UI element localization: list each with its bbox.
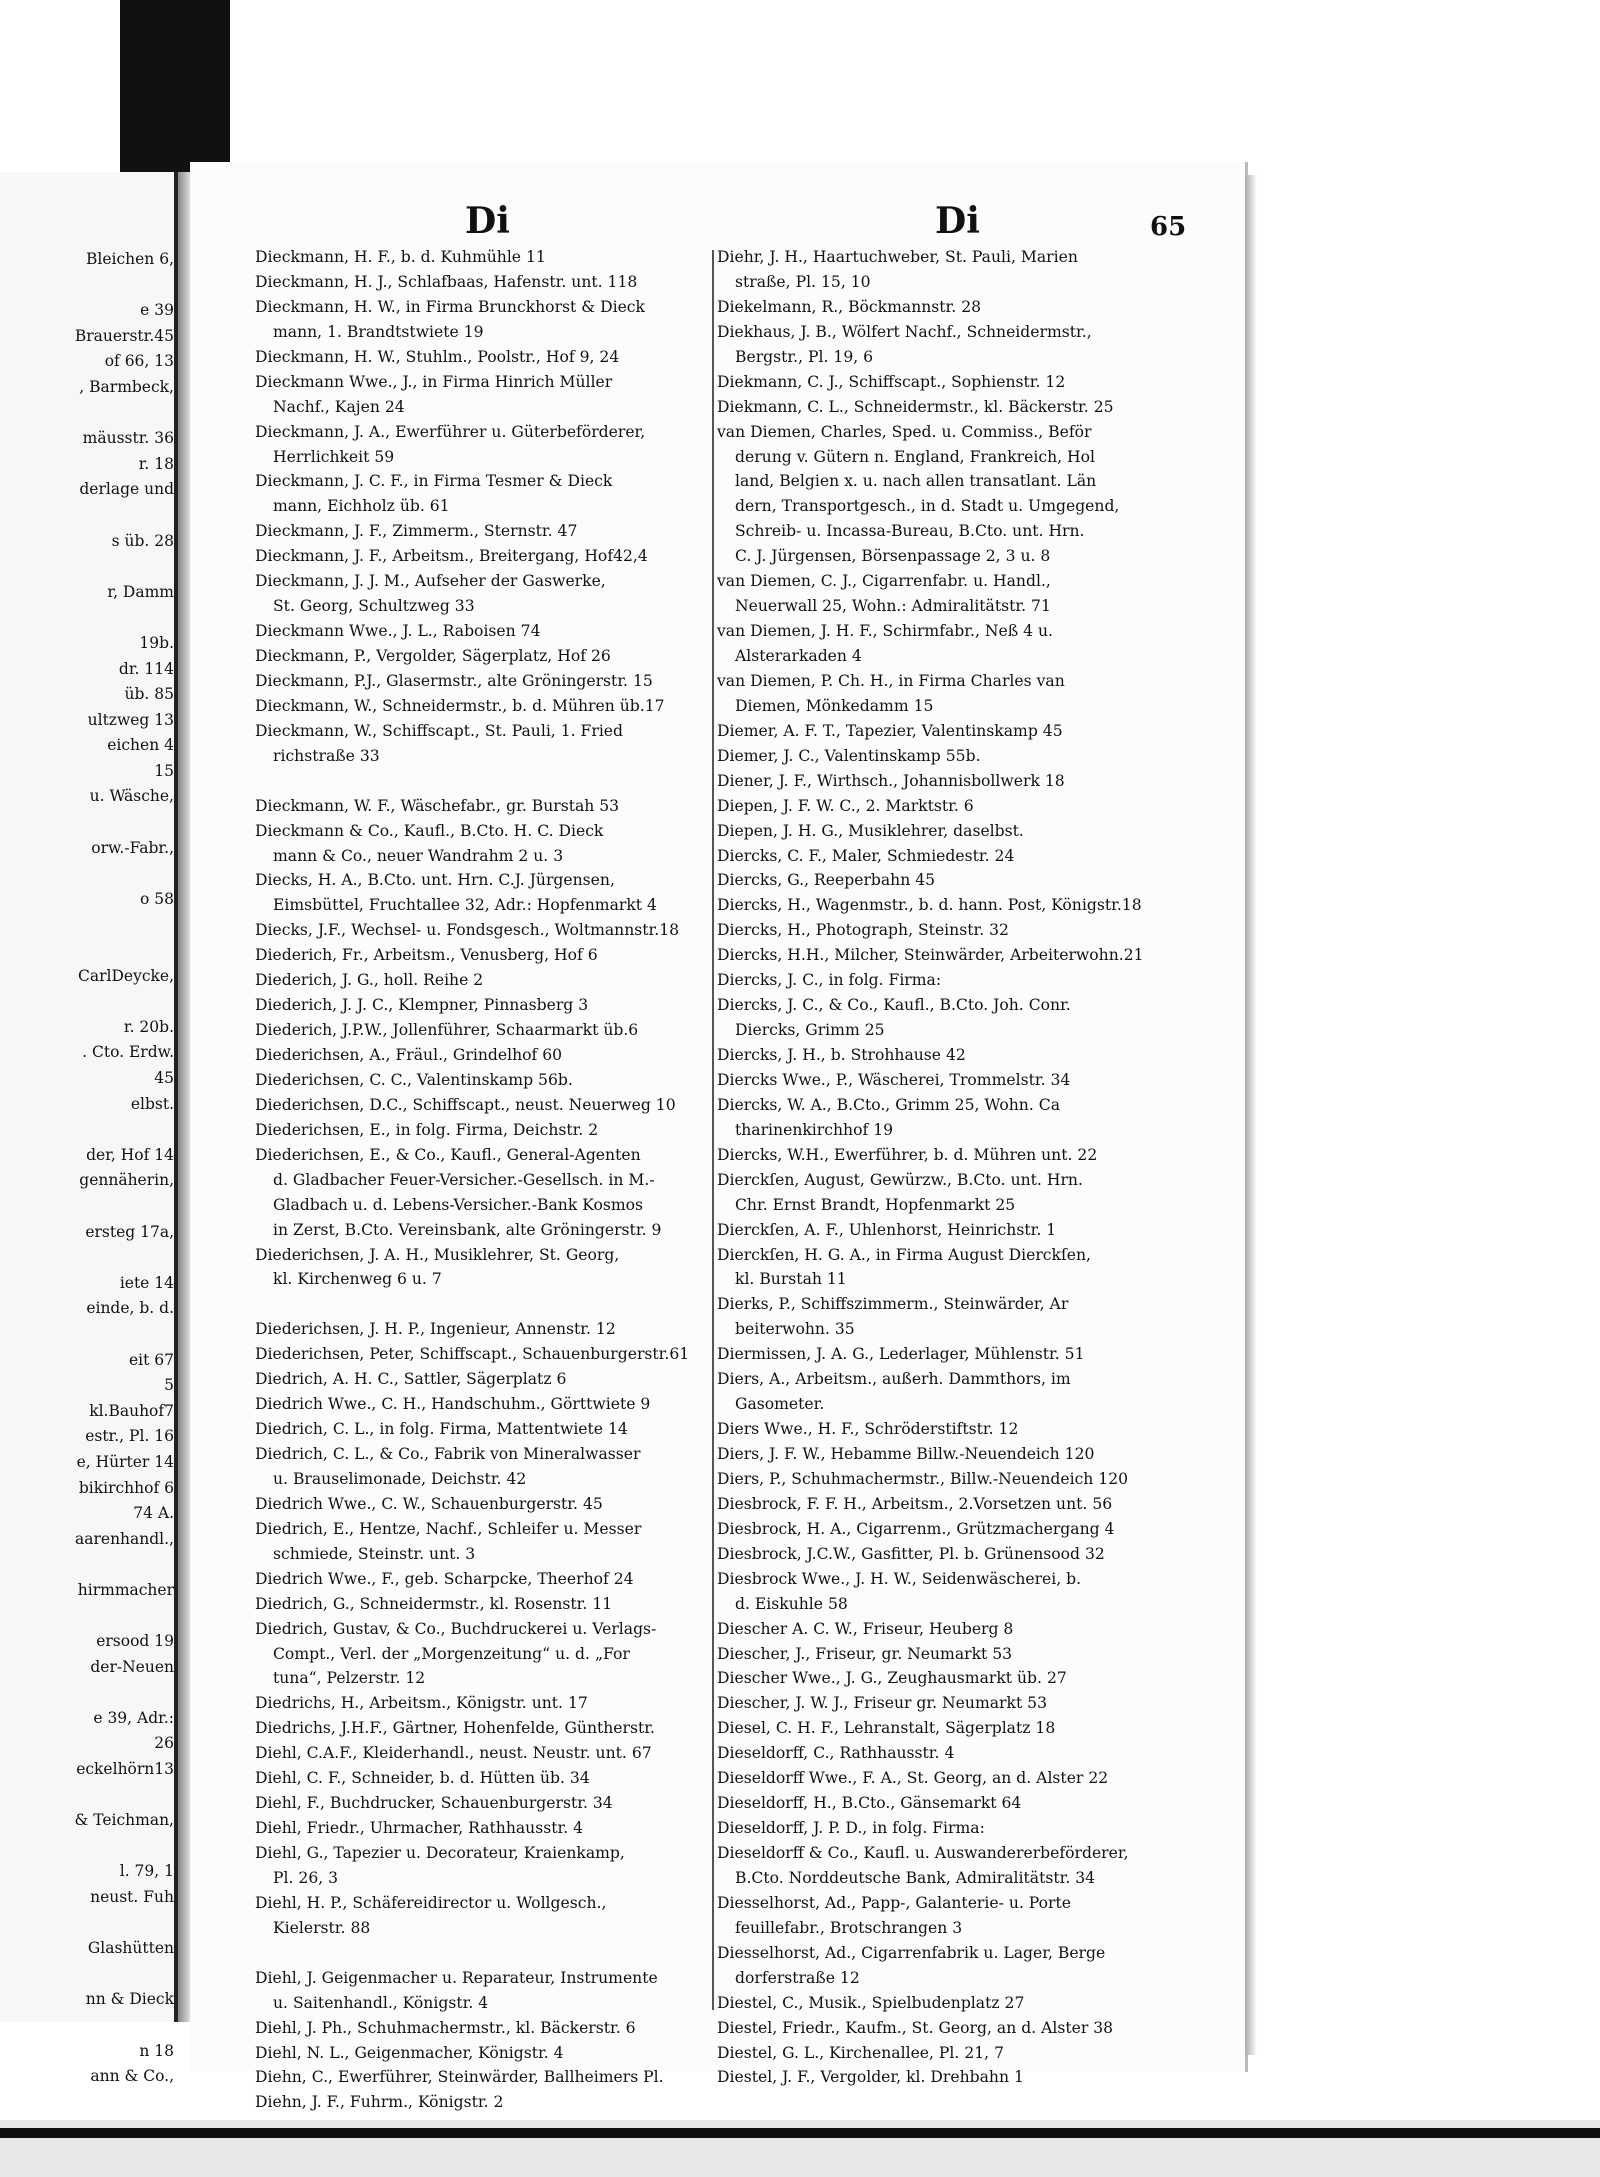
directory-entry: Diehl, G., Tapezier u. Decorateur, Kraienkamp, xyxy=(255,1844,625,1862)
directory-entry: van Diemen, C. J., Cigarrenfabr. u. Handl., xyxy=(717,572,1051,591)
directory-entry: Neuerwall 25, Wohn.: Admiralitätstr. 71 xyxy=(735,597,1051,616)
directory-entry: Diederichsen, Peter, Schiffscapt., Schauenburgerstr.61 xyxy=(255,1345,690,1364)
fragment-line: gennäherin, xyxy=(79,1171,174,1190)
directory-entry: Diercks, J. H., b. Strohhause 42 xyxy=(717,1046,966,1064)
fragment-line: . Cto. Erdw. xyxy=(82,1043,174,1062)
directory-entry: Diehl, Friedr., Uhrmacher, Rathhausstr. 4 xyxy=(255,1819,584,1838)
directory-entry: Diehl, C.A.F., Kleiderhandl., neust. Neustr. unt. 67 xyxy=(255,1744,652,1763)
directory-entry: C. J. Jürgensen, Börsenpassage 2, 3 u. 8 xyxy=(735,547,1051,566)
fragment-line: eichen 4 xyxy=(107,736,174,755)
fragment-line xyxy=(2,2013,174,2039)
directory-entry: Diecks, H. A., B.Cto. unt. Hrn. C.J. Jürgensen, xyxy=(255,871,615,890)
directory-entry: Diederichsen, A., Fräul., Grindelhof 60 xyxy=(255,1046,563,1064)
directory-entry: in Zerst, B.Cto. Vereinsbank, alte Gröningerstr. 9 xyxy=(273,1220,662,1239)
directory-entry: Diercks, W.H., Ewerführer, b. d. Mühren unt. 22 xyxy=(717,1145,1098,1164)
fragment-line: Bleichen 6, xyxy=(85,250,174,268)
directory-entry: Dieckmann & Co., Kaufl., B.Cto. H. C. Dieck xyxy=(255,821,604,840)
directory-entry: Dieckmann, J. F., Zimmerm., Sternstr. 47 xyxy=(255,522,578,541)
directory-entry: Diescher A. C. W., Friseur, Heuberg 8 xyxy=(717,1619,1014,1638)
directory-entry: tharinenkirchhof 19 xyxy=(735,1120,894,1139)
directory-entry: Eimsbüttel, Fruchtallee 32, Adr.: Hopfenmarkt 4 xyxy=(273,896,657,915)
bookmark-ribbon xyxy=(120,0,230,175)
directory-entry: Diederich, J.P.W., Jollenführer, Schaarmarkt üb.6 xyxy=(255,1021,639,1040)
fragment-line xyxy=(2,810,174,836)
directory-entry: Diesbrock Wwe., J. H. W., Seidenwäscherei, b. xyxy=(717,1569,1082,1588)
directory-entry: Diehl, J. Geigenmacher u. Reparateur, Instrumente xyxy=(255,1968,658,1987)
directory-entry: Diesbrock, F. F. H., Arbeitsm., 2.Vorsetzen unt. 56 xyxy=(717,1494,1113,1513)
directory-entry: kl. Kirchenweg 6 u. 7 xyxy=(273,1270,442,1289)
directory-entry: u. Brauselimonade, Deichstr. 42 xyxy=(273,1469,527,1488)
directory-entry: Diehr, J. H., Haartuchweber, St. Pauli, Marien xyxy=(717,248,1078,266)
directory-entry: Gladbach u. d. Lebens-Versicher.-Bank Kosmos xyxy=(273,1195,644,1214)
fragment-line: üb. 85 xyxy=(124,685,174,704)
directory-entry: Dieckmann, H. W., in Firma Brunckhorst & Dieck xyxy=(255,297,645,316)
fragment-line: kl.Bauhof7 xyxy=(89,1401,174,1420)
directory-entry: Diedrich, G., Schneidermstr., kl. Rosenstr. 11 xyxy=(255,1594,613,1613)
directory-entry: d. Gladbacher Feuer-Versicher.-Gesellsch. in M.- xyxy=(273,1170,655,1189)
directory-entry: Diescher Wwe., J. G., Zeughausmarkt üb. 27 xyxy=(717,1669,1067,1688)
directory-entry: feuillefabr., Brotschrangen 3 xyxy=(735,1918,963,1937)
header-right: Di xyxy=(935,200,980,242)
fragment-line xyxy=(2,1552,174,1578)
directory-entry: Diescher, J., Friseur, gr. Neumarkt 53 xyxy=(717,1644,1013,1663)
page-shadow xyxy=(1245,175,1257,2055)
directory-entry: Diercks, H.H., Milcher, Steinwärder, Arbeiterwohn.21 xyxy=(717,946,1144,965)
fragment-line: r, Damm xyxy=(107,582,174,601)
fragment-line: e, Hürter 14 xyxy=(76,1452,174,1471)
directory-entry: Diederichsen, C. C., Valentinskamp 56b. xyxy=(255,1070,573,1089)
directory-entry xyxy=(255,1292,717,1317)
directory-entry: Diesbrock, J.C.W., Gasfitter, Pl. b. Grünensood 32 xyxy=(717,1544,1105,1563)
fragment-line xyxy=(2,1117,174,1143)
directory-entry: Diedrich, C. L., & Co., Fabrik von Mineralwasser xyxy=(255,1445,641,1463)
directory-entry: Dieckmann, P.J., Glasermstr., alte Gröningerstr. 15 xyxy=(255,671,653,690)
fragment-line xyxy=(2,1834,174,1860)
directory-entry: Dieseldorff, J. P. D., in folg. Firma: xyxy=(717,1819,985,1838)
directory-entry: St. Georg, Schultzweg 33 xyxy=(273,597,475,616)
directory-entry: Dieseldorff Wwe., F. A., St. Georg, an d. Alster 22 xyxy=(717,1769,1109,1788)
column-right xyxy=(717,245,1179,2090)
directory-entry: mann, Eichholz üb. 61 xyxy=(273,497,450,516)
directory-entry: Nachf., Kajen 24 xyxy=(273,397,405,416)
fragment-line xyxy=(2,1911,174,1937)
directory-entry: Dieseldorff, C., Rathhausstr. 4 xyxy=(717,1744,955,1763)
fragment-line: aarenhandl., xyxy=(75,1529,174,1548)
fragment-line: ersteg 17a, xyxy=(85,1222,174,1241)
directory-entry: Diedrichs, H., Arbeitsm., Königstr. unt. 17 xyxy=(255,1694,588,1713)
fragment-line xyxy=(2,989,174,1015)
fragment-line: estr., Pl. 16 xyxy=(85,1427,174,1446)
fragment-line: mäusstr. 36 xyxy=(82,429,174,448)
directory-entry: Diemer, A. F. T., Tapezier, Valentinskamp 45 xyxy=(717,721,1063,740)
directory-entry: dern, Transportgesch., in d. Stadt u. Umgegend, xyxy=(735,497,1120,516)
directory-entry: Diercks, H., Photograph, Steinstr. 32 xyxy=(717,921,1009,940)
directory-entry: Diedrich Wwe., C. W., Schauenburgerstr. 45 xyxy=(255,1494,603,1513)
directory-entry: Diesel, C. H. F., Lehranstalt, Sägerplatz 18 xyxy=(717,1719,1056,1738)
directory-entry: Gasometer. xyxy=(735,1395,825,1414)
fragment-line xyxy=(2,605,174,631)
directory-entry: d. Eiskuhle 58 xyxy=(735,1594,848,1613)
fragment-line xyxy=(2,1194,174,1220)
bottom-band xyxy=(0,2120,1600,2177)
fragment-line: 74 A. xyxy=(133,1504,174,1523)
directory-entry: Dieckmann, W., Schneidermstr., b. d. Mühren üb.17 xyxy=(255,696,665,715)
directory-entry: van Diemen, J. H. F., Schirmfabr., Neß 4 u. xyxy=(717,622,1053,641)
fragment-line: elbst. xyxy=(130,1094,174,1113)
directory-entry: tuna“, Pelzerstr. 12 xyxy=(273,1669,426,1688)
directory-entry: Diederichsen, J. A. H., Musiklehrer, St. Georg, xyxy=(255,1245,620,1264)
fragment-line: Glashütten xyxy=(87,1939,174,1958)
fragment-line xyxy=(2,1322,174,1348)
directory-entry: Diepen, J. H. G., Musiklehrer, daselbst. xyxy=(717,821,1024,840)
directory-entry: Diestel, G. L., Kirchenallee, Pl. 21, 7 xyxy=(717,2043,1005,2062)
fragment-line: eckelhörn13 xyxy=(76,1760,174,1779)
directory-entry: Diehl, C. F., Schneider, b. d. Hütten üb. 34 xyxy=(255,1769,590,1788)
directory-entry: Dieckmann, H. W., Stuhlm., Poolstr., Hof 9, 24 xyxy=(255,347,620,366)
directory-entry: Diesselhorst, Ad., Cigarrenfabrik u. Lager, Berge xyxy=(717,1943,1106,1962)
directory-entry: Diederich, J. J. C., Klempner, Pinnasberg 3 xyxy=(255,996,589,1015)
directory-entry: Diedrich Wwe., C. H., Handschuhm., Görttwiete 9 xyxy=(255,1395,651,1414)
directory-entry: beiterwohn. 35 xyxy=(735,1320,855,1339)
fragment-line: 45 xyxy=(154,1069,174,1087)
directory-entry: Diekmann, C. J., Schiffscapt., Sophienstr. 12 xyxy=(717,372,1066,391)
fragment-line xyxy=(2,1783,174,1809)
directory-entry: Diestel, C., Musik., Spielbudenplatz 27 xyxy=(717,1993,1025,2012)
directory-entry xyxy=(255,769,717,794)
directory-entry: Pl. 26, 3 xyxy=(273,1868,339,1887)
directory-entry: Diehl, J. Ph., Schuhmachermstr., kl. Bäckerstr. 6 xyxy=(255,2018,636,2037)
directory-entry: Dieckmann, W. F., Wäschefabr., gr. Burstah 53 xyxy=(255,796,620,815)
directory-entry: Dieckmann, H. J., Schlafbaas, Hafenstr. unt. 118 xyxy=(255,272,638,291)
fragment-line: n 18 xyxy=(139,2041,174,2060)
directory-entry: Diehl, F., Buchdrucker, Schauenburgerstr. 34 xyxy=(255,1794,613,1813)
fragment-line: , Barmbeck, xyxy=(79,377,174,396)
header-left: Di xyxy=(465,200,510,242)
book-gutter xyxy=(178,172,190,2022)
directory-entry: Diehl, N. L., Geigenmacher, Königstr. 4 xyxy=(255,2043,564,2062)
left-page-fragment xyxy=(0,172,178,2086)
fragment-line: s üb. 28 xyxy=(111,531,174,550)
directory-entry: mann & Co., neuer Wandrahm 2 u. 3 xyxy=(273,846,564,865)
fragment-line: einde, b. d. xyxy=(86,1299,174,1318)
fragment-line xyxy=(2,912,174,938)
fragment-line: ultzweg 13 xyxy=(87,710,174,729)
fragment-line: der-Neuen xyxy=(90,1657,174,1676)
fragment-line xyxy=(2,503,174,529)
directory-entry: richstraße 33 xyxy=(273,746,380,765)
page-number: 65 xyxy=(1150,212,1187,242)
directory-entry: Diedrich, E., Hentze, Nachf., Schleifer u. Messer xyxy=(255,1519,642,1538)
directory-entry: Diehn, C., Ewerführer, Steinwärder, Ballheimers Pl. xyxy=(255,2068,664,2087)
fragment-line: & Teichman, xyxy=(74,1811,174,1830)
fragment-line: iete 14 xyxy=(119,1273,174,1292)
directory-entry: Diepen, J. F. W. C., 2. Marktstr. 6 xyxy=(717,796,974,815)
directory-entry: B.Cto. Norddeutsche Bank, Admiralitätstr. 34 xyxy=(735,1868,1096,1887)
directory-entry: dorferstraße 12 xyxy=(735,1968,860,1987)
fragment-line: CarlDeycke, xyxy=(78,966,174,985)
directory-entry: Dieseldorff & Co., Kaufl. u. Auswandererbeförderer, xyxy=(717,1844,1129,1862)
directory-entry: Kielerstr. 88 xyxy=(273,1918,371,1937)
fragment-line: Brauerstr.45 xyxy=(74,326,174,345)
fragment-line: der, Hof 14 xyxy=(86,1145,174,1164)
directory-entry: Diesselhorst, Ad., Papp-, Galanterie- u. Porte xyxy=(717,1893,1071,1912)
directory-entry: Dierckſen, A. F., Uhlenhorst, Heinrichstr. 1 xyxy=(717,1220,1057,1239)
fragment-line xyxy=(2,938,174,964)
fragment-line: e 39, Adr.: xyxy=(93,1708,174,1727)
fragment-line: nn & Dieck xyxy=(85,1990,174,2009)
directory-entry: Compt., Verl. der „Morgenzeitung“ u. d. „For xyxy=(273,1644,630,1663)
directory-entry: Dieckmann, J. A., Ewerführer u. Güterbeförderer, xyxy=(255,422,646,441)
directory-entry: Chr. Ernst Brandt, Hopfenmarkt 25 xyxy=(735,1195,1016,1214)
directory-entry: Diercks, G., Reeperbahn 45 xyxy=(717,871,936,890)
directory-entry: Diederich, Fr., Arbeitsm., Venusberg, Hof 6 xyxy=(255,946,598,965)
directory-entry: Diehn, J. F., Fuhrm., Königstr. 2 xyxy=(255,2093,504,2112)
directory-entry: land, Belgien x. u. nach allen transatlant. Län xyxy=(735,472,1097,491)
directory-entry: Dieckmann, J. F., Arbeitsm., Breitergang, Hof42,4 xyxy=(255,547,648,566)
directory-entry: Dieckmann, P., Vergolder, Sägerplatz, Hof 26 xyxy=(255,647,611,665)
directory-entry: Diekhaus, J. B., Wölfert Nachf., Schneidermstr., xyxy=(717,322,1092,341)
directory-entry: Diederichsen, E., & Co., Kaufl., General-Agenten xyxy=(255,1145,641,1164)
directory-entry: Diederichsen, J. H. P., Ingenieur, Annenstr. 12 xyxy=(255,1320,616,1339)
fragment-line xyxy=(2,1680,174,1706)
fragment-line xyxy=(2,1962,174,1988)
fragment-line xyxy=(2,273,174,299)
directory-entry: Diedrich, Gustav, & Co., Buchdruckerei u. Verlags- xyxy=(255,1619,657,1638)
directory-entry: Diehl, H. P., Schäfereidirector u. Wollgesch., xyxy=(255,1893,607,1912)
fragment-line: neust. Fuh xyxy=(90,1888,174,1906)
fragment-line: of 66, 13 xyxy=(104,352,174,371)
fragment-line: 5 xyxy=(164,1376,174,1395)
fragment-line: orw.-Fabr., xyxy=(91,838,174,857)
directory-entry: Diers, A., Arbeitsm., außerh. Dammthors, im xyxy=(717,1370,1071,1389)
directory-entry: Diercks, J. C., & Co., Kaufl., B.Cto. Joh. Conr. xyxy=(717,996,1071,1015)
directory-entry: Alsterarkaden 4 xyxy=(735,647,862,665)
directory-entry: Dieckmann, J. J. M., Aufseher der Gaswerke, xyxy=(255,572,606,591)
fragment-line: 26 xyxy=(154,1734,174,1753)
directory-entry: Diestel, Friedr., Kaufm., St. Georg, an d. Alster 38 xyxy=(717,2018,1114,2037)
directory-entry: Dieckmann, H. F., b. d. Kuhmühle 11 xyxy=(255,248,546,266)
fragment-line: r. 18 xyxy=(138,454,174,473)
fragment-line: 19b. xyxy=(139,633,174,652)
fragment-line: bikirchhof 6 xyxy=(78,1478,174,1497)
directory-entry: Dierckſen, H. G. A., in Firma August Dierckſen, xyxy=(717,1245,1091,1264)
fragment-line xyxy=(2,554,174,580)
directory-entry: Diecks, J.F., Wechsel- u. Fondsgesch., Woltmannstr.18 xyxy=(255,921,680,940)
fragment-line xyxy=(2,1245,174,1271)
directory-entry: straße, Pl. 15, 10 xyxy=(735,272,871,291)
directory-entry: Dieckmann, J. C. F., in Firma Tesmer & Dieck xyxy=(255,472,613,491)
directory-entry: Diestel, J. F., Vergolder, kl. Drehbahn 1 xyxy=(717,2068,1024,2087)
fragment-line: ann & Co., xyxy=(90,2067,174,2086)
directory-entry: Diemer, J. C., Valentinskamp 55b. xyxy=(717,746,981,765)
fragment-line: o 58 xyxy=(140,889,174,908)
directory-entry: Diercks, J. C., in folg. Firma: xyxy=(717,971,942,990)
directory-entry: u. Saitenhandl., Königstr. 4 xyxy=(273,1993,489,2012)
directory-entry: Diedrich, A. H. C., Sattler, Sägerplatz 6 xyxy=(255,1370,567,1389)
directory-entry: Diederich, J. G., holl. Reihe 2 xyxy=(255,971,484,990)
directory-entry: Diermissen, J. A. G., Lederlager, Mühlenstr. 51 xyxy=(717,1345,1085,1364)
directory-entry: Dieckmann Wwe., J. L., Raboisen 74 xyxy=(255,622,541,641)
directory-entry: van Diemen, P. Ch. H., in Firma Charles van xyxy=(717,671,1065,690)
directory-entry: Schreib- u. Incassa-Bureau, B.Cto. unt. Hrn. xyxy=(735,522,1085,541)
directory-entry xyxy=(255,1941,717,1966)
directory-entry: mann, 1. Brandtstwiete 19 xyxy=(273,322,484,341)
directory-entry: Diescher, J. W. J., Friseur gr. Neumarkt 53 xyxy=(717,1694,1048,1713)
directory-entry: derung v. Gütern n. England, Frankreich, Hol xyxy=(735,447,1095,466)
directory-entry: Diederichsen, E., in folg. Firma, Deichstr. 2 xyxy=(255,1120,599,1139)
directory-entry: Dierckſen, August, Gewürzw., B.Cto. unt. Hrn. xyxy=(717,1170,1083,1189)
directory-entry: Bergstr., Pl. 19, 6 xyxy=(735,347,874,366)
directory-entry: Diekelmann, R., Böckmannstr. 28 xyxy=(717,297,982,316)
directory-entry: van Diemen, Charles, Sped. u. Commiss., Beför xyxy=(717,422,1092,441)
directory-entry: Diercks, W. A., B.Cto., Grimm 25, Wohn. Ca xyxy=(717,1095,1060,1114)
directory-entry: Diekmann, C. L., Schneidermstr., kl. Bäckerstr. 25 xyxy=(717,397,1114,416)
directory-entry: Diercks, H., Wagenmstr., b. d. hann. Post, Königstr.18 xyxy=(717,896,1142,915)
directory-entry: Diener, J. F., Wirthsch., Johannisbollwerk 18 xyxy=(717,771,1065,790)
directory-entry: Dierks, P., Schiffszimmerm., Steinwärder, Ar xyxy=(717,1295,1069,1314)
directory-entry: Diesbrock, H. A., Cigarrenm., Grützmachergang 4 xyxy=(717,1519,1115,1538)
fragment-line: ersood 19 xyxy=(96,1632,174,1651)
fragment-line: e 39 xyxy=(140,301,174,320)
directory-entry: Dieckmann Wwe., J., in Firma Hinrich Müller xyxy=(255,372,613,391)
directory-entry: Diedrich, C. L., in folg. Firma, Mattentwiete 14 xyxy=(255,1420,628,1439)
directory-entry: Diemen, Mönkedamm 15 xyxy=(735,696,934,715)
bottom-bar xyxy=(0,2128,1600,2138)
fragment-line: r. 20b. xyxy=(123,1017,174,1036)
directory-entry: Dieseldorff, H., B.Cto., Gänsemarkt 64 xyxy=(717,1794,1022,1813)
fragment-line xyxy=(2,401,174,427)
directory-entry: Diedrichs, J.H.F., Gärtner, Hohenfelde, Güntherstr. xyxy=(255,1719,655,1738)
directory-entry: Herrlichkeit 59 xyxy=(273,447,395,466)
fragment-line: hirmmacher xyxy=(77,1580,174,1599)
fragment-line: eit 67 xyxy=(128,1350,174,1369)
directory-entry: Diercks, Grimm 25 xyxy=(735,1021,885,1040)
left-page-text xyxy=(2,247,174,2090)
directory-entry: Diercks, C. F., Maler, Schmiedestr. 24 xyxy=(717,846,1015,865)
directory-entry: Diederichsen, D.C., Schiffscapt., neust. Neuerweg 10 xyxy=(255,1095,676,1114)
directory-entry: Diers, P., Schuhmachermstr., Billw.-Neuendeich 120 xyxy=(717,1469,1129,1488)
directory-entry: Diers Wwe., H. F., Schröderstiftstr. 12 xyxy=(717,1420,1019,1439)
directory-entry: Diedrich Wwe., F., geb. Scharpcke, Theerhof 24 xyxy=(255,1569,634,1588)
fragment-line: dr. 114 xyxy=(118,659,174,678)
fragment-line xyxy=(2,861,174,887)
directory-entry: schmiede, Steinstr. unt. 3 xyxy=(273,1544,476,1563)
directory-entry: Dieckmann, W., Schiffscapt., St. Pauli, 1. Fried xyxy=(255,721,624,740)
directory-entry: Diers, J. F. W., Hebamme Billw.-Neuendeich 120 xyxy=(717,1445,1095,1463)
fragment-line xyxy=(2,1603,174,1629)
column-left xyxy=(255,245,717,2140)
fragment-line: derlage und xyxy=(79,480,174,499)
fragment-line: u. Wäsche, xyxy=(89,787,174,806)
fragment-line: l. 79, 1 xyxy=(119,1862,174,1881)
fragment-line: 15 xyxy=(154,761,174,780)
directory-entry: kl. Burstah 11 xyxy=(735,1270,847,1289)
directory-entry: Diercks Wwe., P., Wäscherei, Trommelstr. 34 xyxy=(717,1070,1071,1089)
